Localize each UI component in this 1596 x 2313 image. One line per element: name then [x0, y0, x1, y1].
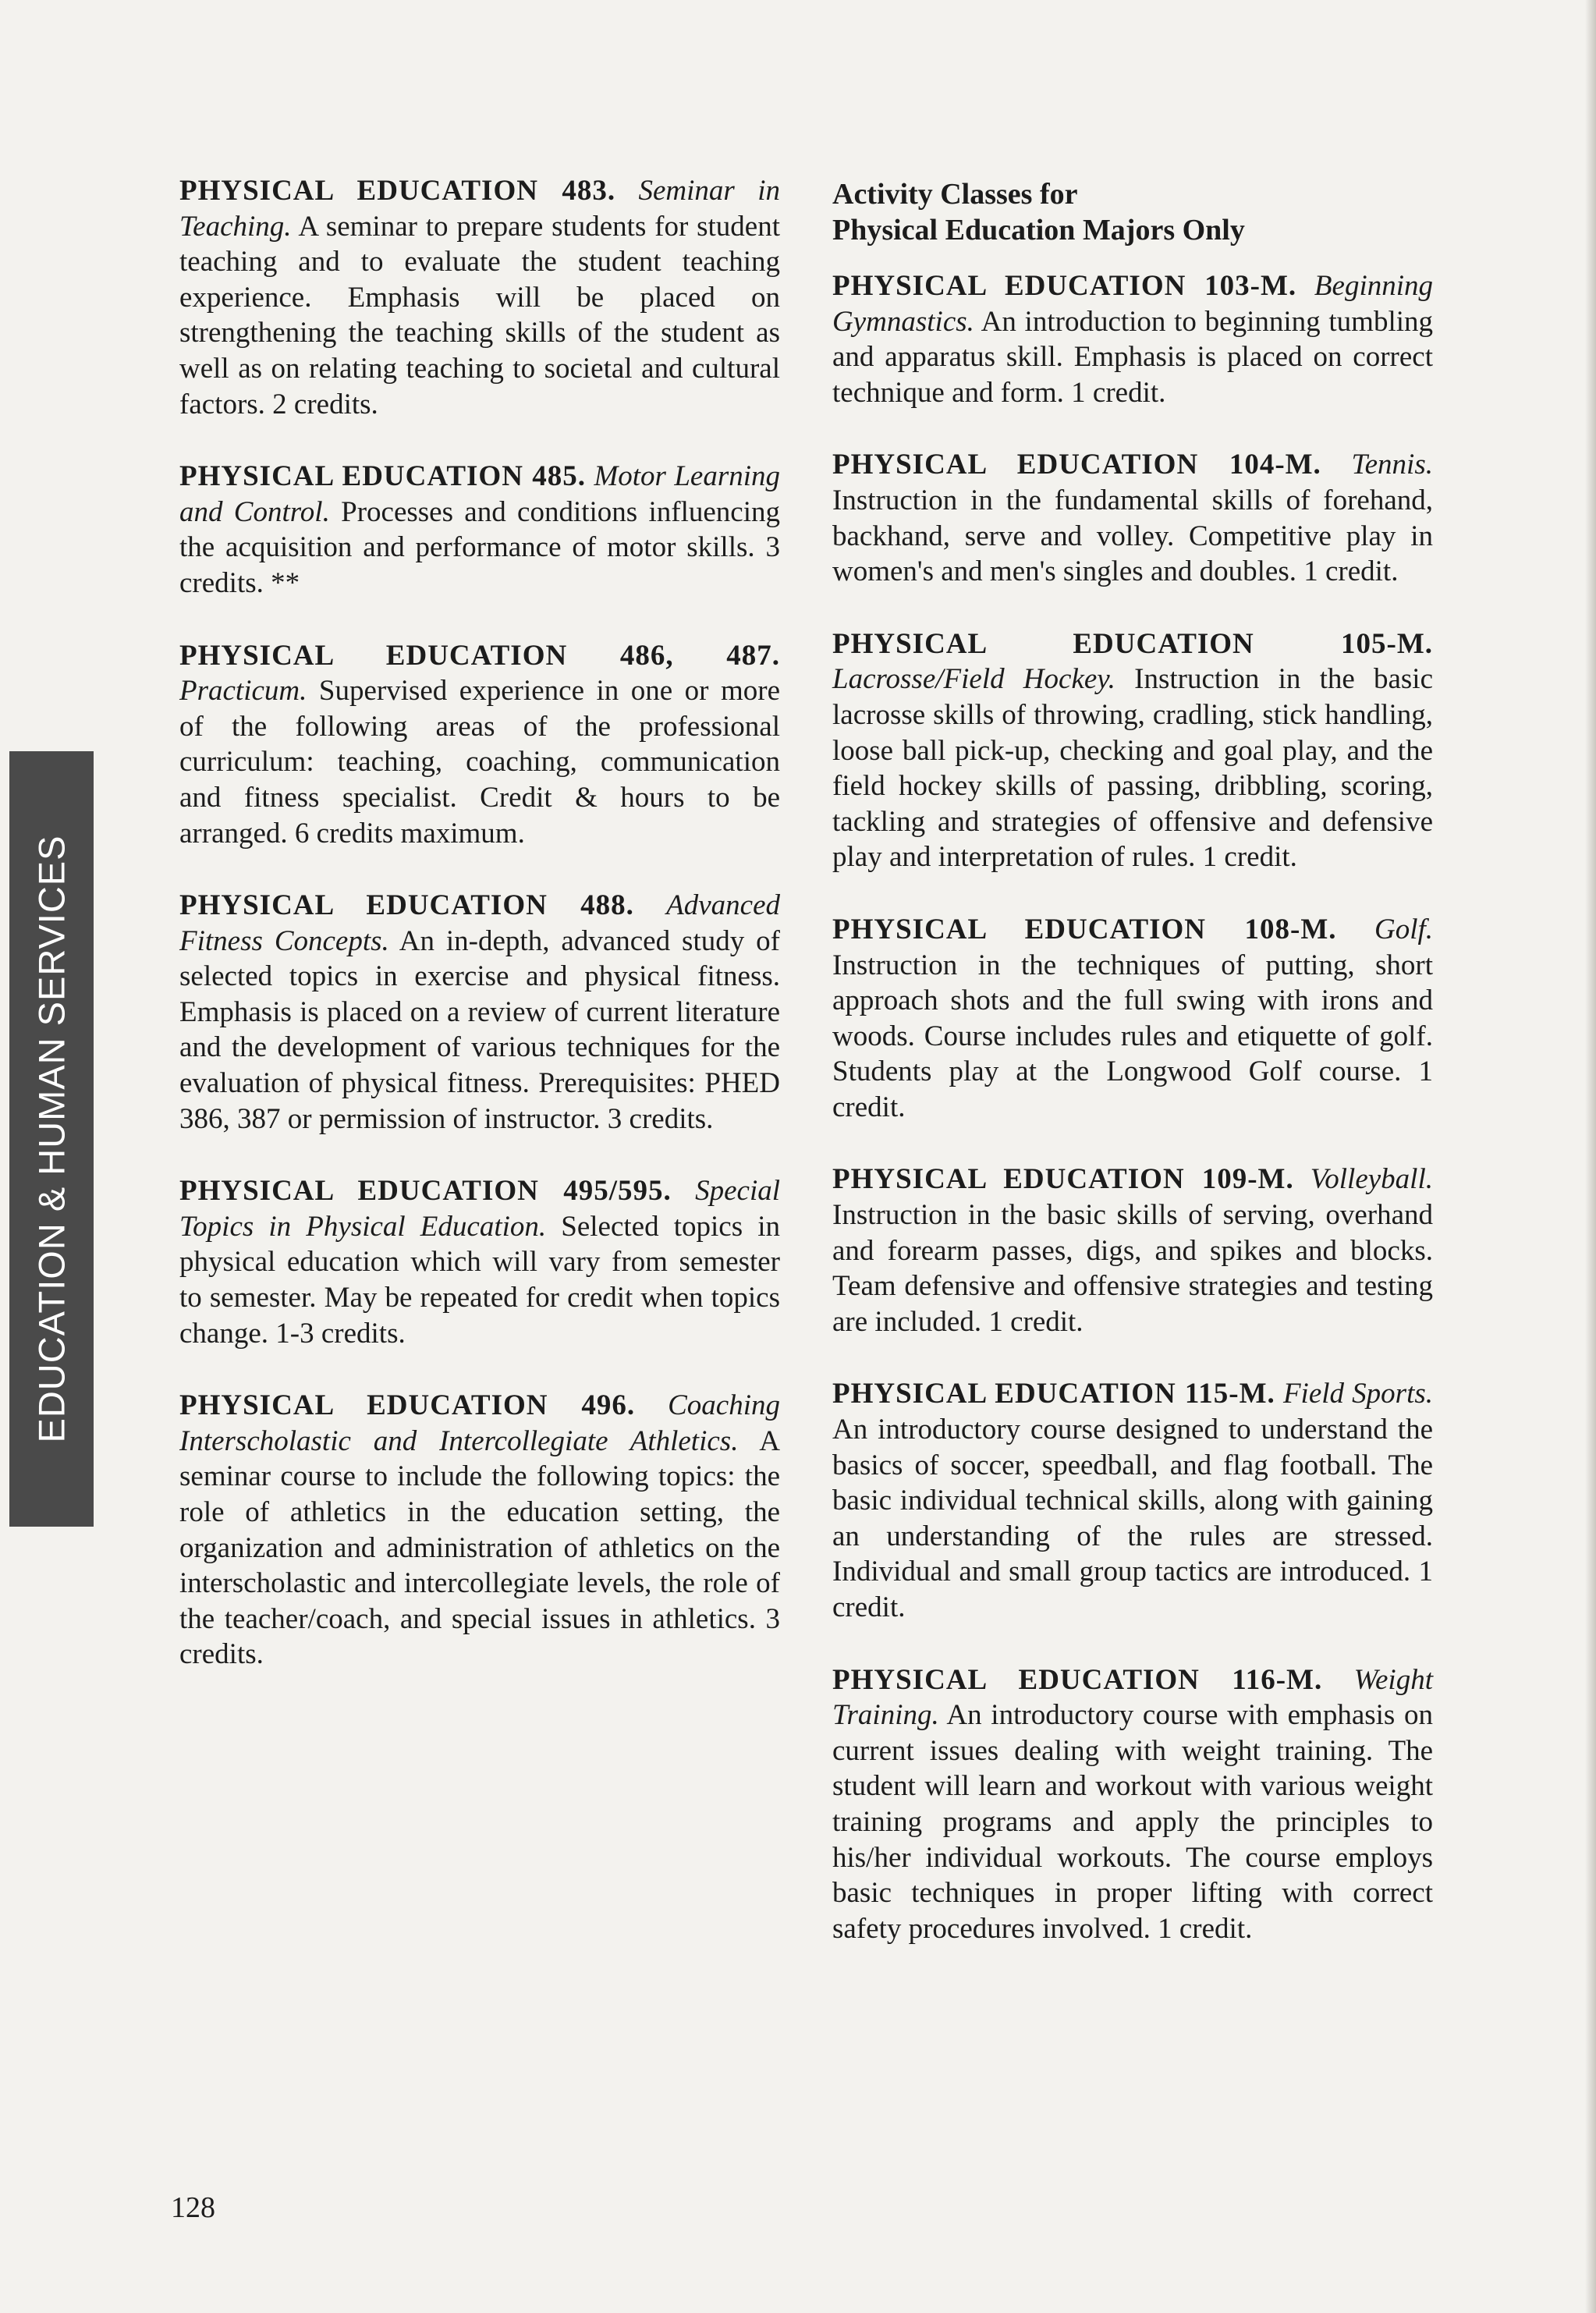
course-title: Special Topics in Physical Education.: [179, 1175, 781, 1243]
course-title: Field Sports.: [1282, 1378, 1434, 1410]
course-entry-phed-115m: [832, 1376, 1433, 1625]
course-description: Instruction in the basic lacrosse skills of throwing, cradling, stick handling, loose ball pick-up, checking and goal play, and the field hockey skills of passing, dribbling, scoring, tackling and strategies of offensive and defensive play and interpretation of rules. 1 credit.: [832, 663, 1434, 874]
course-entry-phed-105m: [832, 626, 1433, 875]
course-entry-phed-483: [179, 173, 780, 422]
course-title: Volleyball.: [1310, 1163, 1433, 1196]
course-code: PHYSICAL EDUCATION 105-M.: [832, 627, 1433, 660]
activity-classes-heading: [832, 176, 1433, 248]
course-description: Supervised experience in one or more of the following areas of the professional curriculum: teaching, coaching, communication and fitness specialist. Credit & hours to be arranged. 6 credits maximum.: [179, 675, 781, 850]
course-code: PHYSICAL EDUCATION 103-M.: [832, 270, 1297, 302]
course-entry-phed-488: [179, 888, 780, 1137]
course-title: Coaching Interscholastic and Intercollegiate Athletics.: [179, 1389, 780, 1457]
page-edge-shadow: [1585, 0, 1596, 2313]
course-code: PHYSICAL EDUCATION 104-M.: [832, 449, 1321, 481]
course-code: PHYSICAL EDUCATION 486, 487.: [179, 639, 780, 672]
course-entry-phed-109m: [832, 1162, 1433, 1339]
course-entry-phed-486-487: [179, 638, 780, 852]
course-code: PHYSICAL EDUCATION 115-M.: [832, 1378, 1275, 1410]
course-title: Golf.: [1374, 913, 1434, 945]
course-description: An introductory course with emphasis on current issues dealing with weight training. The student will learn and workout with various weight training programs and apply the principles to his/her individual workouts. The course employs basic techniques in proper lifting with correct safety procedures involved. 1 credit.: [832, 1699, 1434, 1945]
course-entry-phed-103m: [832, 268, 1433, 410]
left-column: [179, 173, 780, 1709]
course-entry-phed-108m: [832, 912, 1433, 1126]
course-code: PHYSICAL EDUCATION 496.: [179, 1389, 636, 1422]
course-entry-phed-104m: [832, 447, 1433, 589]
heading-line-1: Activity Classes for: [832, 178, 1078, 211]
course-description: Instruction in the basic skills of serving, overhand and forearm passes, digs, and spikes and blocks. Team defensive and offensive strategies and testing are included. 1 credit.: [832, 1199, 1433, 1338]
right-column: [832, 176, 1433, 1983]
course-description: Selected topics in physical education which will vary from semester to semester. May be repeated for credit when topics change. 1-3 credits.: [179, 1210, 780, 1350]
course-code: PHYSICAL EDUCATION 488.: [179, 889, 634, 922]
course-description: An in-depth, advanced study of selected topics in exercise and physical fitness. Emphasis is placed on a review of current literature and the development of various techniques for the evaluation of physical fitness. Prerequisites: PHED 386, 387 or permission of instructor. 3 credits.: [179, 924, 780, 1135]
section-side-tab-label: EDUCATION & HUMAN SERVICES: [30, 835, 73, 1443]
course-description: An introduction to beginning tumbling and apparatus skill. Emphasis is placed on correct technique and form. 1 credit.: [832, 305, 1433, 409]
section-side-tab: [9, 751, 94, 1527]
course-code: PHYSICAL EDUCATION 483.: [179, 175, 616, 207]
course-description: A seminar course to include the following topics: the role of athletics in the education setting, the organization and administration of athletics on the interscholastic and intercollegiate levels, the role of the teacher/coach, and special issues in athletics. 3 credits.: [179, 1424, 780, 1671]
course-title: Weight Training.: [832, 1663, 1433, 1732]
course-title: Practicum.: [179, 675, 307, 708]
course-description: Instruction in the techniques of putting, short approach shots and the full swing with irons and woods. Course includes rules and etiquette of golf. Students play at the Longwood Golf course. 1 credit.: [832, 949, 1433, 1123]
course-entry-phed-116m: [832, 1662, 1433, 1947]
course-title: Motor Learning and Control.: [179, 460, 781, 528]
course-entry-phed-485: [179, 459, 780, 601]
course-title: Lacrosse/Field Hockey.: [832, 663, 1115, 696]
course-description: Instruction in the fundamental skills of forehand, backhand, serve and volley. Competitive play in women's and men's singles and doubles. 1 credit.: [832, 484, 1433, 588]
course-title: Seminar in Teaching.: [179, 175, 780, 243]
course-title: Advanced Fitness Concepts.: [179, 889, 781, 957]
course-description: An introductory course designed to understand the basics of soccer, speedball, and flag football. The basic individual technical skills, along with gaining an understanding of the rules are stressed. Individual and small group tactics are introduced. 1 credit.: [832, 1414, 1433, 1623]
course-code: PHYSICAL EDUCATION 108-M.: [832, 913, 1337, 945]
course-code: PHYSICAL EDUCATION 495/595.: [179, 1175, 672, 1208]
course-title: Tennis.: [1351, 449, 1433, 481]
course-description: A seminar to prepare students for student teaching and to evaluate the student teaching experience. Emphasis will be placed on strengthening the teaching skills of the student as well as on relating teaching to societal and cultural factors. 2 credits.: [179, 210, 781, 420]
course-entry-phed-496: [179, 1388, 780, 1673]
course-description: Processes and conditions influencing the acquisition and performance of motor skills. 3 credits. **: [179, 495, 781, 599]
page-number: 128: [171, 2191, 215, 2224]
course-entry-phed-495-595: [179, 1173, 780, 1351]
course-code: PHYSICAL EDUCATION 116-M.: [832, 1663, 1323, 1696]
course-code: PHYSICAL EDUCATION 485.: [179, 460, 587, 493]
course-code: PHYSICAL EDUCATION 109-M.: [832, 1163, 1294, 1196]
course-title: Beginning Gymnastics.: [832, 270, 1434, 338]
heading-line-2: Physical Education Majors Only: [832, 214, 1245, 247]
